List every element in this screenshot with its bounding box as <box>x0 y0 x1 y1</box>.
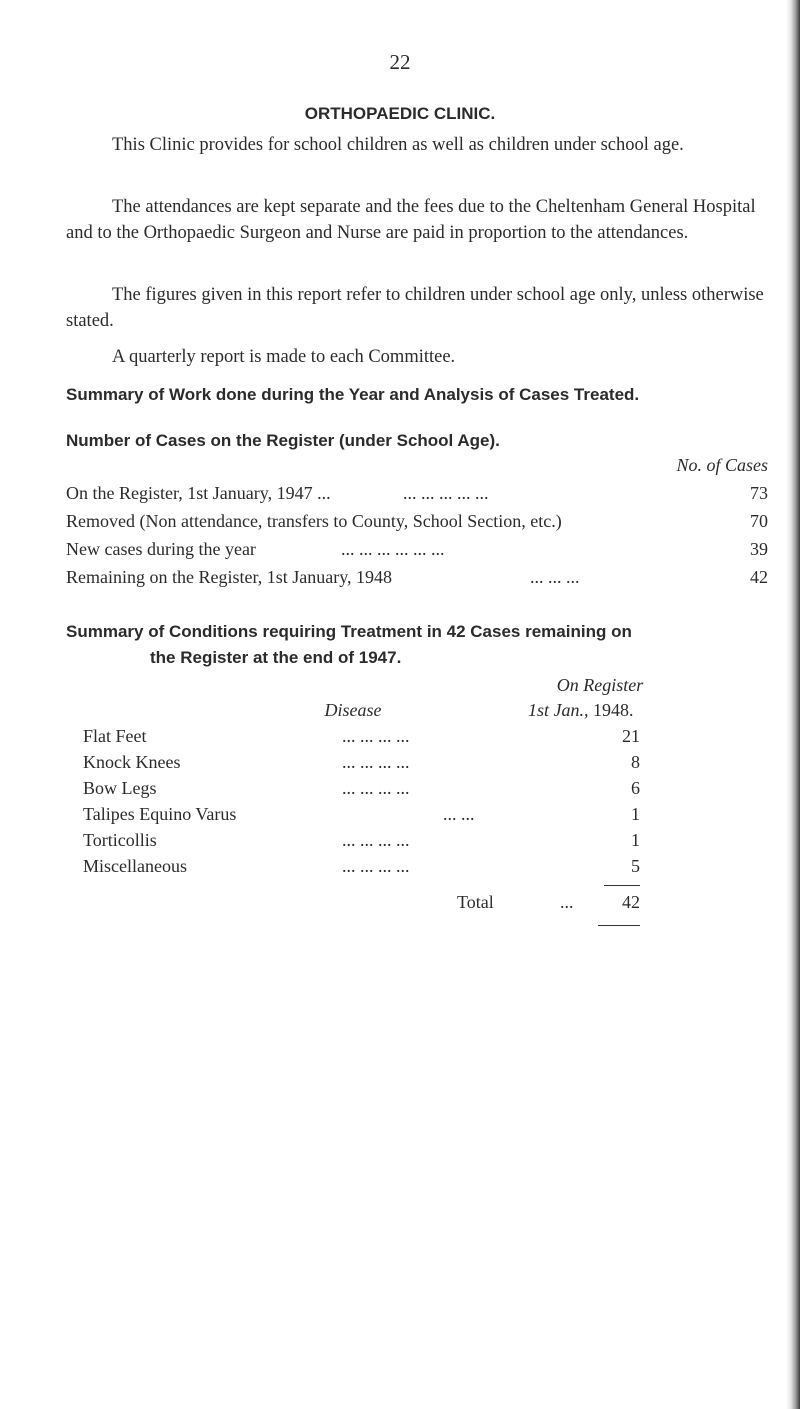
condition-leaders: ... ... ... ... <box>342 752 410 772</box>
condition-value: 21 <box>622 726 640 746</box>
condition-label: Miscellaneous <box>83 856 187 876</box>
register-row-value: 39 <box>750 539 768 559</box>
register-row-leaders: ... ... ... <box>530 567 580 587</box>
register-row-value: 73 <box>750 483 768 503</box>
register-row-leaders: ... ... ... ... ... ... <box>341 539 445 559</box>
summary-heading: Summary of Work done during the Year and Analysis of Cases Treated. <box>66 385 640 404</box>
total-top-rule <box>604 885 640 886</box>
intro-paragraph-3: The figures given in this report refer to children under school age only, unless otherwise stated. <box>66 285 764 331</box>
condition-value: 1 <box>631 830 640 850</box>
column-header-date <box>528 700 634 721</box>
column-header-on-register: On Register <box>556 675 644 695</box>
condition-leaders: ... ... ... ... <box>342 856 410 876</box>
condition-leaders: ... ... ... ... <box>342 726 410 746</box>
condition-label: Knock Knees <box>83 752 181 772</box>
condition-label: Flat Feet <box>83 726 147 746</box>
register-column-header: No. of Cases <box>676 455 768 475</box>
column-header-disease: Disease <box>324 700 382 720</box>
conditions-heading-line-1: Summary of Conditions requiring Treatment in 42 Cases remaining on <box>66 622 632 641</box>
condition-leaders: ... ... <box>443 804 475 824</box>
condition-leaders: ... ... ... ... <box>342 830 410 850</box>
conditions-heading-line-2: the Register at the end of 1947. <box>150 648 402 667</box>
page-number: 22 <box>389 50 411 74</box>
page-edge-shadow <box>786 0 800 1409</box>
register-row-label: Removed (Non attendance, transfers to County, School Section, etc.) <box>66 511 562 531</box>
condition-value: 6 <box>631 778 640 798</box>
condition-value: 8 <box>631 752 640 772</box>
intro-paragraph-1: This Clinic provides for school children as well as children under school age. <box>112 135 684 155</box>
intro-paragraph-2: The attendances are kept separate and the fees due to the Cheltenham General Hospital and to the Orthopaedic Surgeon and Nurse are paid in proportion to the attendances. <box>66 197 756 243</box>
column-header-date-day: 1st Jan., <box>528 700 589 720</box>
page-title: ORTHOPAEDIC CLINIC. <box>304 104 496 123</box>
register-row-label: New cases during the year <box>66 539 256 559</box>
register-row-leaders: ... ... ... ... ... <box>403 483 489 503</box>
total-value: 42 <box>622 892 640 912</box>
condition-label: Bow Legs <box>83 778 157 798</box>
column-header-date-year: 1948. <box>593 700 634 720</box>
condition-label: Talipes Equino Varus <box>83 804 237 824</box>
condition-value: 1 <box>631 804 640 824</box>
condition-label: Torticollis <box>83 830 157 850</box>
total-leaders: ... <box>560 892 574 912</box>
register-row-label: Remaining on the Register, 1st January, 1948 <box>66 567 393 587</box>
register-row-value: 70 <box>750 511 768 531</box>
register-row-label: On the Register, 1st January, 1947 ... <box>66 483 331 503</box>
total-label: Total <box>457 892 494 912</box>
register-heading: Number of Cases on the Register (under School Age). <box>66 431 500 450</box>
intro-paragraph-4: A quarterly report is made to each Committee. <box>112 347 456 367</box>
register-row-value: 42 <box>750 567 768 587</box>
total-bottom-rule <box>598 925 640 926</box>
condition-leaders: ... ... ... ... <box>342 778 410 798</box>
condition-value: 5 <box>631 856 640 876</box>
